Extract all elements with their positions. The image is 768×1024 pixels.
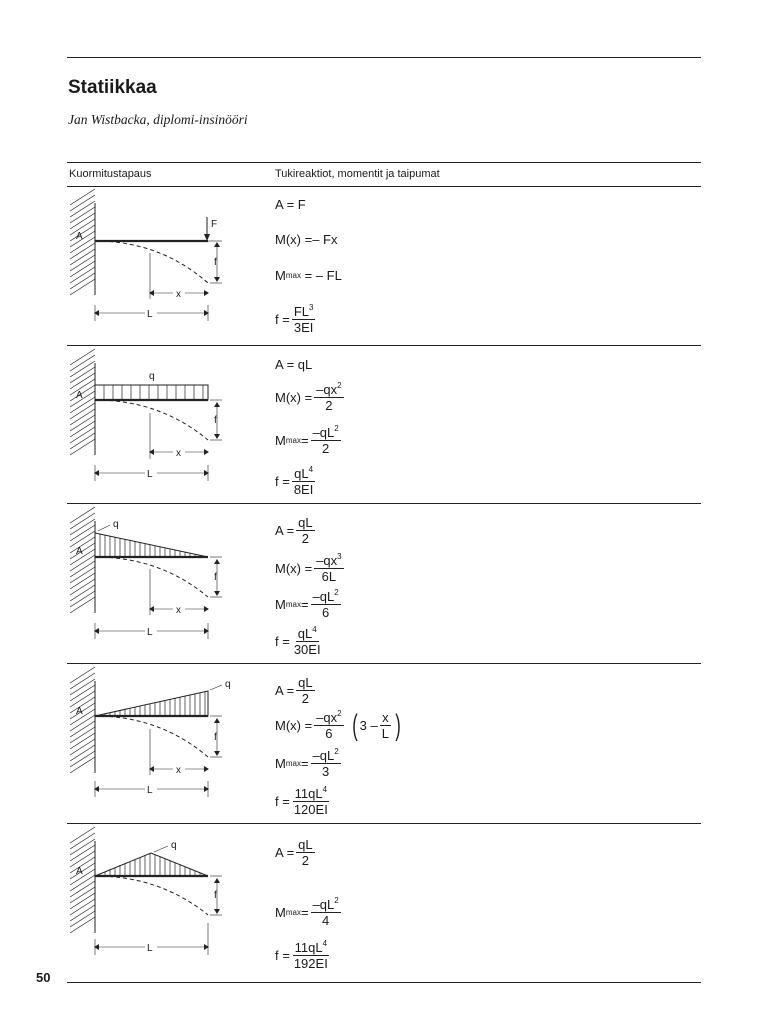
length-label: L <box>147 627 153 638</box>
column-header-reactions: Tukireaktiot, momentit ja taipumat <box>275 168 440 180</box>
moment-formula: M(x) = $\frac{-qx^2}{2}$ <box>275 381 342 413</box>
column-header-load-case: Kuormitustapaus <box>69 168 152 180</box>
deflection-label: f <box>214 415 217 426</box>
page-title: Statiikkaa <box>68 77 157 98</box>
author-line: Jan Wistbacka, diplomi-insinööri <box>68 112 248 127</box>
support-label: A <box>76 706 83 717</box>
table-top-rule <box>67 162 701 163</box>
header-rule <box>67 186 701 187</box>
support-label: A <box>76 231 83 242</box>
length-label: L <box>147 785 153 796</box>
reaction-formula: A = $\frac{qL}{2}$ <box>275 837 313 868</box>
bottom-rule <box>67 982 701 983</box>
load-label: q <box>225 679 231 690</box>
deflection-formula: f = $\frac{FL^3}{3EI}$ <box>275 303 314 335</box>
deflected-shape <box>95 876 208 915</box>
wall-hatch <box>70 189 95 295</box>
x-label: x <box>176 765 181 776</box>
force-label: F <box>211 219 218 230</box>
top-rule <box>67 57 701 58</box>
max-moment-formula: M max = $\frac{-qL^2}{2}$ <box>275 424 339 456</box>
reaction-formula: A = $\frac{qL}{2}$ <box>275 675 313 706</box>
deflection-formula: f = $\frac{11qL^4}{120EI}$ <box>275 785 328 817</box>
load-label: q <box>171 840 177 851</box>
deflected-shape <box>95 241 208 283</box>
deflection-formula: f = $\frac{11qL^4}{192EI}$ <box>275 939 328 971</box>
moment-formula: M(x) = – Fx <box>275 232 338 247</box>
deflected-shape <box>95 557 208 597</box>
parenthesized-term: ( 3 – $\frac{x}{L}$ ) <box>351 708 401 742</box>
max-moment-formula: M max = $\frac{-qL^2}{3}$ <box>275 747 339 779</box>
deflection-formula: f = $\frac{qL^4}{8EI}$ <box>275 465 314 497</box>
row-divider <box>67 663 701 664</box>
reaction-formula: A = qL <box>275 357 313 372</box>
diagram-triangular-load-wall <box>60 513 230 653</box>
row-divider <box>67 503 701 504</box>
x-label: x <box>176 289 181 300</box>
x-label: x <box>176 605 181 616</box>
deflection-label: f <box>214 257 217 268</box>
diagram-point-load <box>60 195 230 335</box>
x-label: x <box>176 448 181 459</box>
length-label: L <box>147 943 153 954</box>
max-moment-formula: M max = $\frac{-qL^2}{4}$ <box>275 896 339 928</box>
page-number: 50 <box>36 970 51 985</box>
moment-formula: M(x) = $\frac{-qx^2}{6}$ ( 3 – $\frac{x}{L}$ ) <box>275 710 403 741</box>
load-label: q <box>113 519 119 530</box>
length-label: L <box>147 309 153 320</box>
reaction-formula: A = F <box>275 197 306 212</box>
support-label: A <box>76 866 83 877</box>
deflection-label: f <box>214 732 217 743</box>
max-moment-formula: M max = – FL <box>275 268 342 283</box>
max-moment-formula: M max = $\frac{-qL^2}{6}$ <box>275 588 339 620</box>
moment-formula: M(x) = $\frac{-qx^3}{6L}$ <box>275 552 342 584</box>
row-divider <box>67 823 701 824</box>
deflection-label: f <box>214 890 217 901</box>
support-label: A <box>76 546 83 557</box>
diagram-uniform-load <box>60 355 230 495</box>
deflection-label: f <box>214 572 217 583</box>
length-label: L <box>147 469 153 480</box>
diagram-triangular-load-mid <box>60 833 230 973</box>
load-label: q <box>149 371 155 382</box>
support-label: A <box>76 390 83 401</box>
diagram-triangular-load-tip <box>60 673 230 813</box>
deflection-formula: f = $\frac{qL^4}{30EI}$ <box>275 625 321 657</box>
row-divider <box>67 345 701 346</box>
reaction-formula: A = $\frac{qL}{2}$ <box>275 515 313 546</box>
deflected-shape <box>95 400 208 440</box>
deflected-shape <box>95 716 208 757</box>
